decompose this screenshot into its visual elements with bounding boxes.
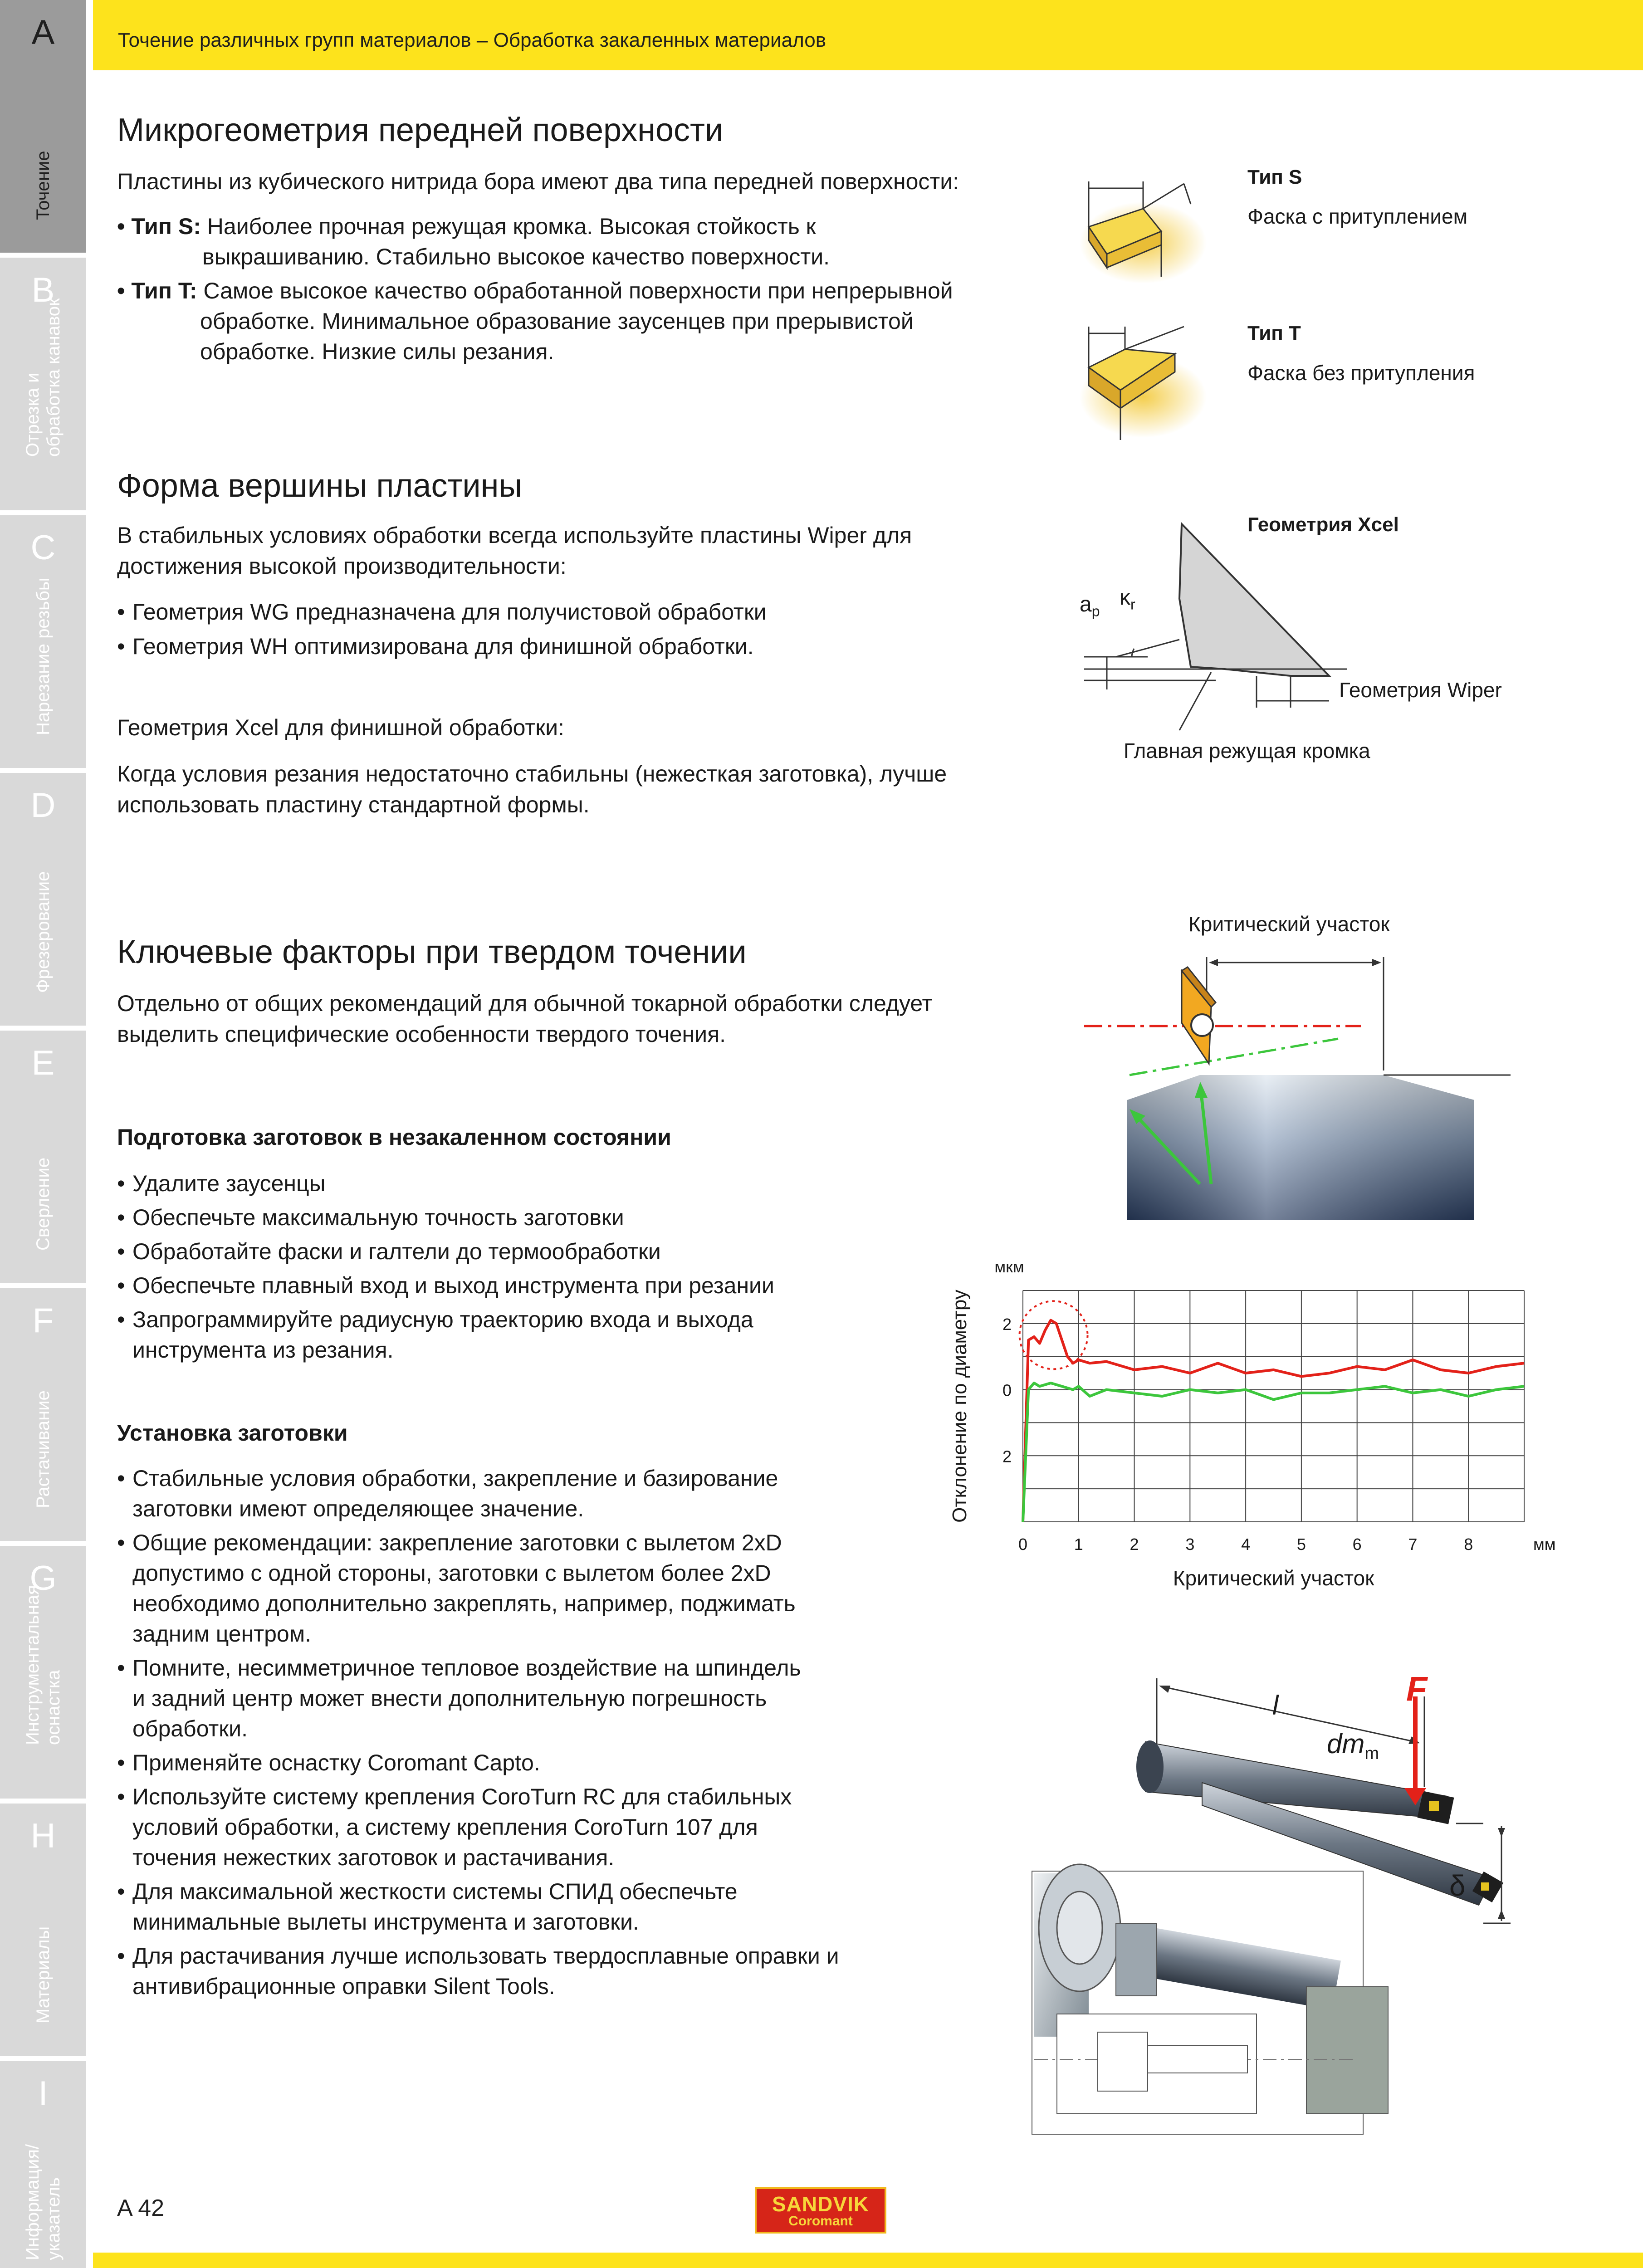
xcel-line: Геометрия Xcel для финишной обработки: <box>117 715 564 740</box>
tab-letter: C <box>30 528 56 567</box>
list-item-line: точения нежестких заготовок и растачивания. <box>132 1845 615 1870</box>
tab-label: Точение <box>33 151 53 220</box>
list-item-line: Для растачивания лучше использовать твердосплавные оправки и <box>132 1943 839 1969</box>
tab-label: Инструментальная оснастка <box>23 1585 64 1745</box>
list-item-line: Помните, несимметричное тепловое воздействие на шпиндель <box>132 1655 801 1681</box>
type-t-desc: Фаска без притупления <box>1247 361 1475 385</box>
x-axis-label: Критический участок <box>1173 1566 1374 1590</box>
tab-g[interactable] <box>0 1546 86 1799</box>
kr-label: $\kappa_r$ <box>1120 586 1135 613</box>
section3-intro <box>117 988 932 1050</box>
section3-intro-line: выделить специфические особенности твердого точения. <box>117 1022 726 1047</box>
ap-label: $a_p$ <box>1080 592 1100 620</box>
deflection-label: δ <box>1449 1869 1466 1902</box>
tab-label: Сверление <box>33 1157 53 1251</box>
y-tick-label: 2 <box>1002 1447 1012 1466</box>
tab-h[interactable] <box>0 1804 86 2056</box>
tab-letter: I <box>38 2074 48 2113</box>
list-item-line: заготовки имеют определяющее значение. <box>132 1496 584 1521</box>
tab-label: Растачивание <box>33 1390 53 1508</box>
type-label: • Тип T: <box>117 278 197 303</box>
sandvik-logo: SANDVIK Coromant <box>755 2187 886 2234</box>
y-unit-label: мкм <box>994 1257 1024 1276</box>
x-tick-label: 5 <box>1296 1535 1306 1554</box>
list-item-line: условий обработки, а систему крепления CoroTurn 107 для <box>132 1814 758 1840</box>
list-item <box>117 211 830 272</box>
y-tick-label: 0 <box>1002 1381 1012 1400</box>
list-item-line: необходимо дополнительно закреплять, например, поджимать <box>132 1591 796 1616</box>
section2-intro-line: В стабильных условиях обработки всегда используйте пластины Wiper для <box>117 523 912 548</box>
section1-title: Микрогеометрия передней поверхности <box>117 112 724 148</box>
type-text: Самое высокое качество обработанной поверхности при непрерывной <box>203 278 953 303</box>
deviation-chart <box>934 1252 1556 1597</box>
x-tick-label: 7 <box>1408 1535 1418 1554</box>
tab-label: Материалы <box>33 1926 53 2024</box>
type-s-label: Тип S <box>1247 166 1302 188</box>
header-title: Точение различных групп материалов – Обработка закаленных материалов <box>118 29 826 51</box>
list-item-line: Обеспечьте плавный вход и выход инструмента при резании <box>132 1273 774 1298</box>
tab-letter: D <box>30 786 56 825</box>
tab-letter: F <box>32 1301 54 1340</box>
list-item-line: Обработайте фаски и галтели до термообработки <box>132 1239 661 1264</box>
sidebar <box>0 0 86 2268</box>
insert-type-t-icon <box>1080 327 1207 440</box>
series-line-red <box>1023 1320 1524 1522</box>
section2-note-line: Когда условия резания недостаточно стабильны (нежесткая заготовка), лучше <box>117 761 947 787</box>
tab-i[interactable] <box>0 2061 86 2268</box>
section3-intro-line: Отдельно от общих рекомендаций для обычной токарной обработки следует <box>117 991 933 1016</box>
list-item-line: Обеспечьте максимальную точность заготовки <box>132 1205 624 1230</box>
x-tick-label: 3 <box>1185 1535 1195 1554</box>
tab-letter: H <box>30 1817 56 1855</box>
x-tick-label: 8 <box>1464 1535 1473 1554</box>
tab-a[interactable] <box>0 0 86 253</box>
list-item-line: Используйте систему крепления CoroTurn RC для стабильных <box>132 1784 792 1809</box>
section2-title: Форма вершины пластины <box>117 468 523 504</box>
list-item-line: Применяйте оснастку Coromant Capto. <box>132 1750 540 1775</box>
tab-label: Фрезерование <box>33 871 53 993</box>
critical-figure-label: Критический участок <box>1188 912 1390 936</box>
tab-letter: B <box>31 271 55 309</box>
footer-bar <box>93 2253 1643 2268</box>
xcel-figure-title: Геометрия Xcel <box>1247 513 1399 536</box>
tab-f[interactable] <box>0 1288 86 1541</box>
list-item-line: Общие рекомендации: закрепление заготовки с вылетом 2xD <box>132 1530 782 1555</box>
list-item-line: Удалите заусенцы <box>132 1171 326 1196</box>
tab-d[interactable] <box>0 773 86 1026</box>
tab-label: Информация/ указатель <box>23 2144 64 2260</box>
section1-intro: Пластины из кубического нитрида бора имеют два типа передней поверхности: <box>117 169 959 194</box>
x-tick-label: 1 <box>1074 1535 1083 1554</box>
y-tick-label: 2 <box>1002 1315 1012 1334</box>
main-edge-label: Главная режущая кромка <box>1124 739 1370 763</box>
wiper-label: Геометрия Wiper <box>1339 678 1502 702</box>
x-tick-label: 6 <box>1352 1535 1362 1554</box>
tab-letter: A <box>31 13 55 52</box>
critical-section-figure <box>1080 943 1515 1225</box>
force-label: F <box>1406 1670 1428 1708</box>
boring-bar-figure <box>1030 1669 1529 2136</box>
page-number: A 42 <box>117 2195 165 2221</box>
type-text: Наиболее прочная режущая кромка. Высокая стойкость к <box>207 214 816 239</box>
type-s-desc: Фаска с притуплением <box>1247 205 1468 228</box>
section2-intro-line: достижения высокой производительности: <box>117 553 567 579</box>
section3-title: Ключевые факторы при твердом точении <box>117 934 747 970</box>
x-tick-label: 0 <box>1018 1535 1028 1554</box>
list-item-line: задним центром. <box>132 1621 311 1647</box>
x-unit-label: мм <box>1533 1535 1556 1554</box>
type-text: выкрашиванию. Стабильно высокое качество поверхности. <box>202 244 830 269</box>
list-item-line: и задний центр может внести дополнительную погрешность <box>132 1686 767 1711</box>
section2-intro <box>117 520 912 582</box>
tab-c[interactable] <box>0 515 86 768</box>
list-item-line: минимальные вылеты инструмента и заготовки. <box>132 1909 639 1935</box>
list-item-line: допустимо с одной стороны, заготовки с вылетом более 2xD <box>132 1560 771 1586</box>
type-text: обработке. Минимальное образование заусенцев при прерывистой <box>200 308 914 334</box>
section2-note <box>117 758 947 820</box>
list-item <box>117 276 953 367</box>
tab-letter: G <box>29 1559 57 1598</box>
xcel-geometry-figure <box>1075 513 1520 748</box>
list-item-line: инструмента из резания. <box>132 1337 394 1363</box>
insert-icon <box>1182 967 1216 1064</box>
section2-note-line: использовать пластину стандартной формы. <box>117 792 590 817</box>
length-label: l <box>1272 1690 1279 1721</box>
dm-label: $dm_m$ <box>1327 1729 1379 1763</box>
x-tick-label: 2 <box>1130 1535 1139 1554</box>
list-item-line: Запрограммируйте радиусную траекторию входа и выхода <box>132 1307 753 1332</box>
type-t-label: Тип T <box>1247 322 1301 344</box>
peak-highlight-circle <box>1020 1301 1088 1369</box>
sub1-title: Подготовка заготовок в незакаленном состоянии <box>117 1124 671 1150</box>
list-item-line: обработки. <box>132 1716 248 1741</box>
list-item-line: Для максимальной жесткости системы СПИД обеспечьте <box>132 1879 738 1904</box>
header-bar <box>93 0 1643 70</box>
sub2-title: Установка заготовки <box>117 1420 348 1446</box>
list-item-line: антивибрационные оправки Silent Tools. <box>132 1974 555 1999</box>
tab-b[interactable] <box>0 258 86 510</box>
tab-label: Нарезание резьбы <box>33 577 53 735</box>
insert-type-s-icon <box>1080 181 1207 284</box>
type-label: • Тип S: <box>117 214 201 239</box>
tab-letter: E <box>31 1044 55 1082</box>
tab-label: Отрезка и обработка канавок <box>23 298 64 457</box>
tab-e[interactable] <box>0 1031 86 1283</box>
type-text: обработке. Низкие силы резания. <box>200 339 554 364</box>
series-line-green <box>1023 1383 1524 1522</box>
x-tick-label: 4 <box>1241 1535 1251 1554</box>
list-item-line: Стабильные условия обработки, закрепление и базирование <box>132 1466 778 1491</box>
y-axis-label: Отклонение по диаметру <box>949 1290 971 1523</box>
